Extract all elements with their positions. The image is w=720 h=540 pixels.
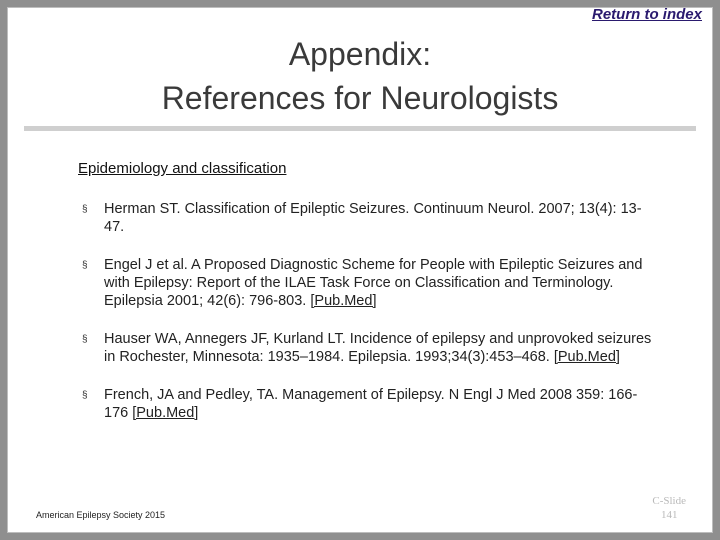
slide-number-label: C-Slide — [652, 495, 686, 507]
reference-text: Hauser WA, Annegers JF, Kurland LT. Incidence of epilepsy and unprovoked seizures in Rochester, Minnesota: 1935–1984. Epilepsia. 1993;34(3):453–468. — [104, 331, 652, 365]
reference-text: Engel J et al. A Proposed Diagnostic Scheme for People with Epileptic Seizures and with Epilepsy: Report of the ILAE Task Force on Classification and Terminology. Epilepsia 2001; 42(6): 796-803. — [104, 257, 643, 309]
slide-number — [652, 494, 686, 522]
reference-text: French, JA and Pedley, TA. Management of Epilepsy. N Engl J Med 2008 359: 166-176 — [104, 387, 638, 421]
pubmed-link[interactable]: [Pub.Med] — [553, 349, 620, 365]
title-divider — [24, 126, 696, 131]
reference-list — [82, 200, 652, 442]
section-heading: Epidemiology and classification — [78, 160, 287, 177]
pubmed-link[interactable]: [Pub.Med] — [310, 293, 377, 309]
reference-item — [82, 256, 652, 310]
reference-item — [82, 386, 652, 422]
pubmed-link[interactable]: [Pub.Med] — [132, 405, 199, 421]
bullet-icon: § — [82, 334, 88, 345]
footer-credit: American Epilepsy Society 2015 — [36, 510, 166, 520]
bullet-icon: § — [82, 260, 88, 271]
bullet-icon: § — [82, 204, 88, 215]
title-line-2: References for Neurologists — [161, 80, 559, 116]
title-line-1: Appendix: — [288, 36, 432, 72]
reference-text: Herman ST. Classification of Epileptic Seizures. Continuum Neurol. 2007; 13(4): 13-47. — [104, 201, 642, 235]
bullet-icon: § — [82, 390, 88, 401]
reference-item — [82, 200, 652, 236]
return-to-index-link[interactable]: Return to index — [591, 6, 702, 23]
slide-number-value: 141 — [660, 509, 678, 521]
page-title — [0, 32, 720, 120]
reference-item — [82, 330, 652, 366]
